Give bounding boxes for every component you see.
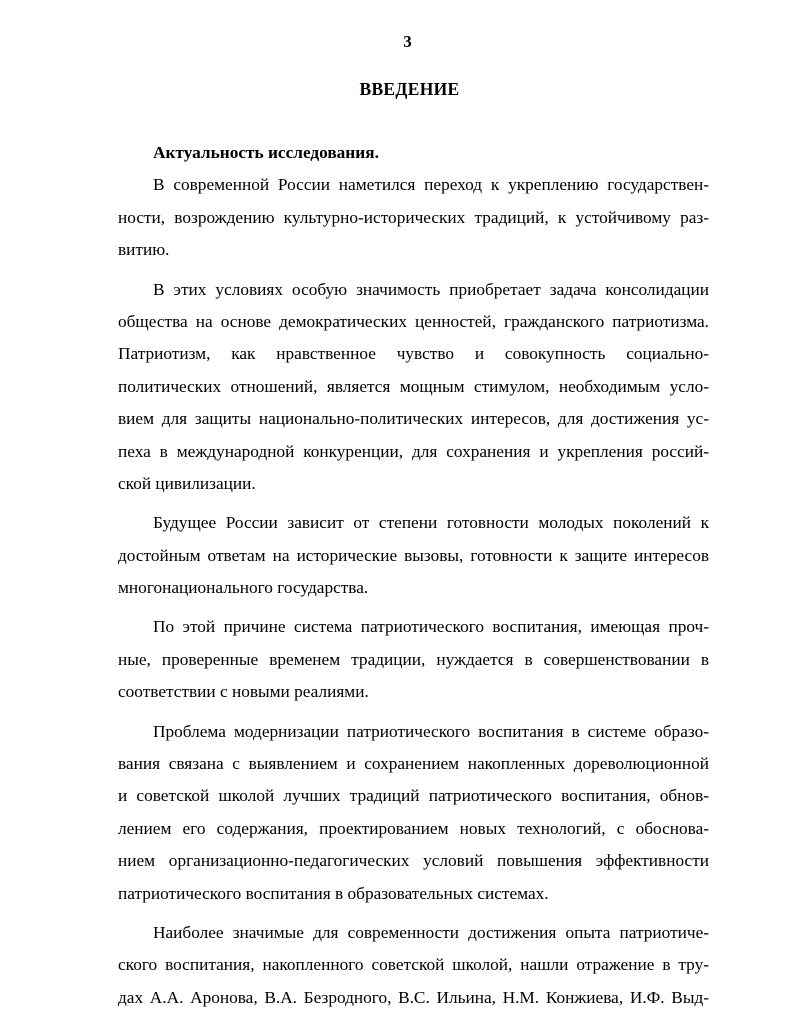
- paragraph-line: патриотического воспитания в образовательных системах.: [118, 883, 549, 903]
- paragraph-line: ского воспитания, накопленного советской школой, нашли отражение в тру-: [118, 955, 709, 975]
- paragraph-line: ности, возрождению культурно-исторических традиций, к устойчивому раз-: [118, 207, 709, 227]
- paragraph-line: лением его содержания, проектированием новых технологий, с обоснова-: [118, 818, 709, 838]
- paragraph-line: и советской школой лучших традиций патриотического воспитания, обнов-: [118, 786, 709, 806]
- subheading: Актуальность исследования.: [153, 143, 379, 162]
- paragraph-line: ской цивилизации.: [118, 473, 256, 493]
- paragraph-line: дах А.А. Аронова, В.А. Безродного, В.С. Ильина, Н.М. Конжиева, И.Ф. Выд-: [118, 987, 709, 1007]
- paragraph-line: В современной России наметился переход к укреплению государствен-: [153, 175, 709, 195]
- paragraph-line: многонационального государства.: [118, 578, 369, 598]
- paragraph-gap: [118, 709, 709, 716]
- paragraph-line: вания связана с выявлением и сохранением накопленных дореволюционной: [118, 754, 709, 774]
- paragraph-line: Патриотизм, как нравственное чувство и совокупность социально-: [118, 344, 709, 364]
- paragraph-line: общества на основе демократических ценностей, гражданского патриотизма.: [118, 311, 709, 331]
- paragraph-gap: [118, 500, 709, 507]
- paragraph-line: Будущее России зависит от степени готовности молодых поколений к: [153, 513, 709, 533]
- paragraph-line: По этой причине система патриотического воспитания, имеющая проч-: [153, 617, 709, 637]
- paragraph-line: В этих условиях особую значимость приобретает задача консолидации: [153, 279, 709, 299]
- body-text: [118, 137, 709, 1014]
- paragraph-line: Наиболее значимые для современности достижения опыта патриотиче-: [153, 922, 709, 942]
- page-number: 3: [403, 32, 412, 51]
- paragraph-line: ные, проверенные временем традиции, нуждается в совершенствовании в: [118, 649, 709, 669]
- paragraph-line: соответствии с новыми реалиями.: [118, 682, 369, 702]
- paragraph-gap: [118, 604, 709, 611]
- paragraph-gap: [118, 267, 709, 274]
- paragraph-line: витию.: [118, 240, 170, 260]
- paragraph-line: нием организационно-педагогических условий повышения эффективности: [118, 851, 709, 871]
- paragraph-gap: [118, 910, 709, 917]
- paragraph-line: вием для защиты национально-политических интересов, для достижения ус-: [118, 409, 709, 429]
- paragraph-line: достойным ответам на исторические вызовы, готовности к защите интересов: [118, 545, 709, 565]
- paragraph-line: политических отношений, является мощным стимулом, необходимым усло-: [118, 376, 709, 396]
- section-heading: ВВЕДЕНИЕ: [359, 79, 460, 99]
- paragraph-line: Проблема модернизации патриотического воспитания в системе образо-: [153, 721, 709, 741]
- paragraph-line: пеха в международной конкуренции, для сохранения и укрепления россий-: [118, 441, 709, 461]
